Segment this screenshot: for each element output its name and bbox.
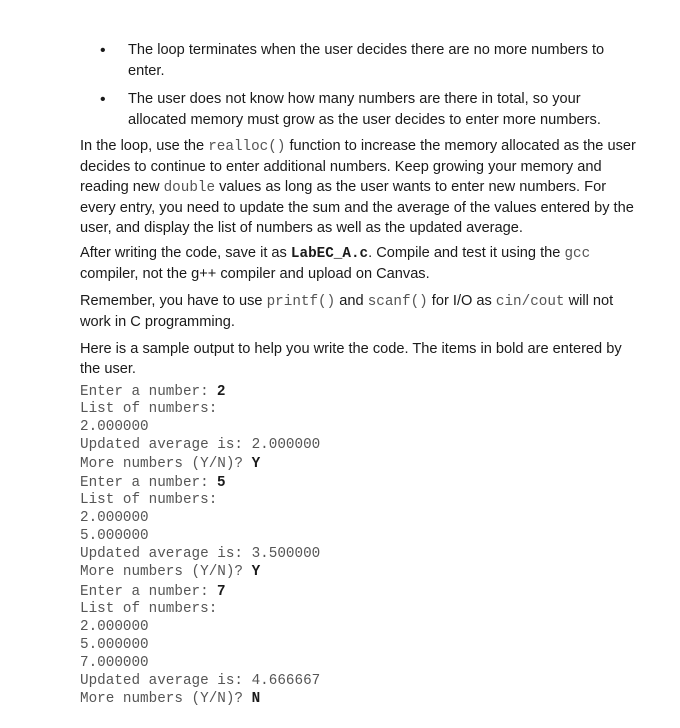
output-text: More numbers (Y/N)? xyxy=(80,691,252,708)
output-text: Enter a number: xyxy=(80,474,218,491)
output-text: 5.000000 xyxy=(80,636,149,653)
output-line xyxy=(80,563,640,581)
output-text: List of numbers: xyxy=(80,401,218,418)
user-input-value: N xyxy=(251,691,261,708)
text-span: will not work in C programming. xyxy=(80,293,614,330)
output-line xyxy=(80,582,640,600)
output-line xyxy=(80,509,640,527)
output-text: More numbers (Y/N)? xyxy=(80,455,252,472)
output-line xyxy=(80,636,640,654)
output-line xyxy=(80,654,640,672)
user-input-value: 2 xyxy=(217,383,226,399)
output-line xyxy=(80,436,640,454)
output-line xyxy=(80,418,640,436)
output-text: 7.000000 xyxy=(80,655,149,672)
output-text: 2.000000 xyxy=(80,419,149,436)
user-input-value: Y xyxy=(251,564,261,581)
output-line xyxy=(80,600,640,618)
bullet-text: The loop terminates when the user decides there are no more numbers to enter. xyxy=(128,42,605,79)
output-text: List of numbers: xyxy=(80,491,218,508)
output-line xyxy=(80,545,640,563)
output-text: Updated average is: 4.666667 xyxy=(80,673,321,690)
sample-output-block xyxy=(80,382,640,709)
output-text: List of numbers: xyxy=(80,600,218,617)
code-gcc: gcc xyxy=(564,246,591,262)
output-line xyxy=(80,382,640,400)
output-line xyxy=(80,400,640,418)
output-text: Updated average is: 2.000000 xyxy=(80,437,321,454)
text-span: After writing the code, save it as xyxy=(80,245,291,261)
bullet-dot-icon: • xyxy=(100,91,106,108)
paragraph-realloc xyxy=(80,136,636,238)
output-text: Enter a number: xyxy=(80,384,218,400)
filename: LabEC_A.c xyxy=(290,246,369,262)
code-realloc: realloc() xyxy=(208,139,286,155)
output-line xyxy=(80,527,640,545)
code-scanf: scanf() xyxy=(367,294,428,310)
text-span: In the loop, use the xyxy=(80,138,209,154)
code-printf: printf() xyxy=(266,294,336,310)
output-text: 2.000000 xyxy=(80,618,149,635)
output-line xyxy=(80,491,640,509)
output-line xyxy=(80,672,640,690)
paragraph-sample: Here is a sample output to help you write the code. The items in bold are entered by the user. xyxy=(80,341,622,377)
text-span: values as long as the user wants to enter new numbers. For every entry, you need to update the sum and the average of the values entered by the user, and display the list of numbers as well as the updated average. xyxy=(80,179,634,236)
text-span: Remember, you have to use xyxy=(80,293,267,309)
user-input-value: Y xyxy=(251,455,261,472)
output-line xyxy=(80,690,640,708)
output-text: 5.000000 xyxy=(80,528,149,545)
output-text: Updated average is: 3.500000 xyxy=(80,546,321,563)
bullet-dot-icon: • xyxy=(100,42,106,59)
paragraph-io xyxy=(80,291,636,332)
text-span: for I/O as xyxy=(427,293,496,309)
text-span: compiler, not the g++ compiler and upload on Canvas. xyxy=(80,266,430,282)
output-line xyxy=(80,455,640,473)
user-input-value: 5 xyxy=(217,473,226,490)
bullet-text: The user does not know how many numbers are there in total, so your allocated memory must grow as the user decides to enter more numbers. xyxy=(128,91,601,128)
paragraph-save xyxy=(80,243,636,284)
output-text: 2.000000 xyxy=(80,509,149,526)
output-text: Enter a number: xyxy=(80,583,218,600)
text-span: function to increase the memory allocated as the user decides to continue to enter additional numbers. Keep growing your memory and reading new xyxy=(80,138,636,195)
text-span: . Compile and test it using the xyxy=(368,245,565,261)
code-cincout: cin/cout xyxy=(495,294,565,310)
output-line xyxy=(80,618,640,636)
code-double: double xyxy=(163,180,216,196)
output-text: More numbers (Y/N)? xyxy=(80,564,252,581)
text-span: and xyxy=(335,293,368,309)
user-input-value: 7 xyxy=(217,582,226,599)
output-line xyxy=(80,473,640,491)
